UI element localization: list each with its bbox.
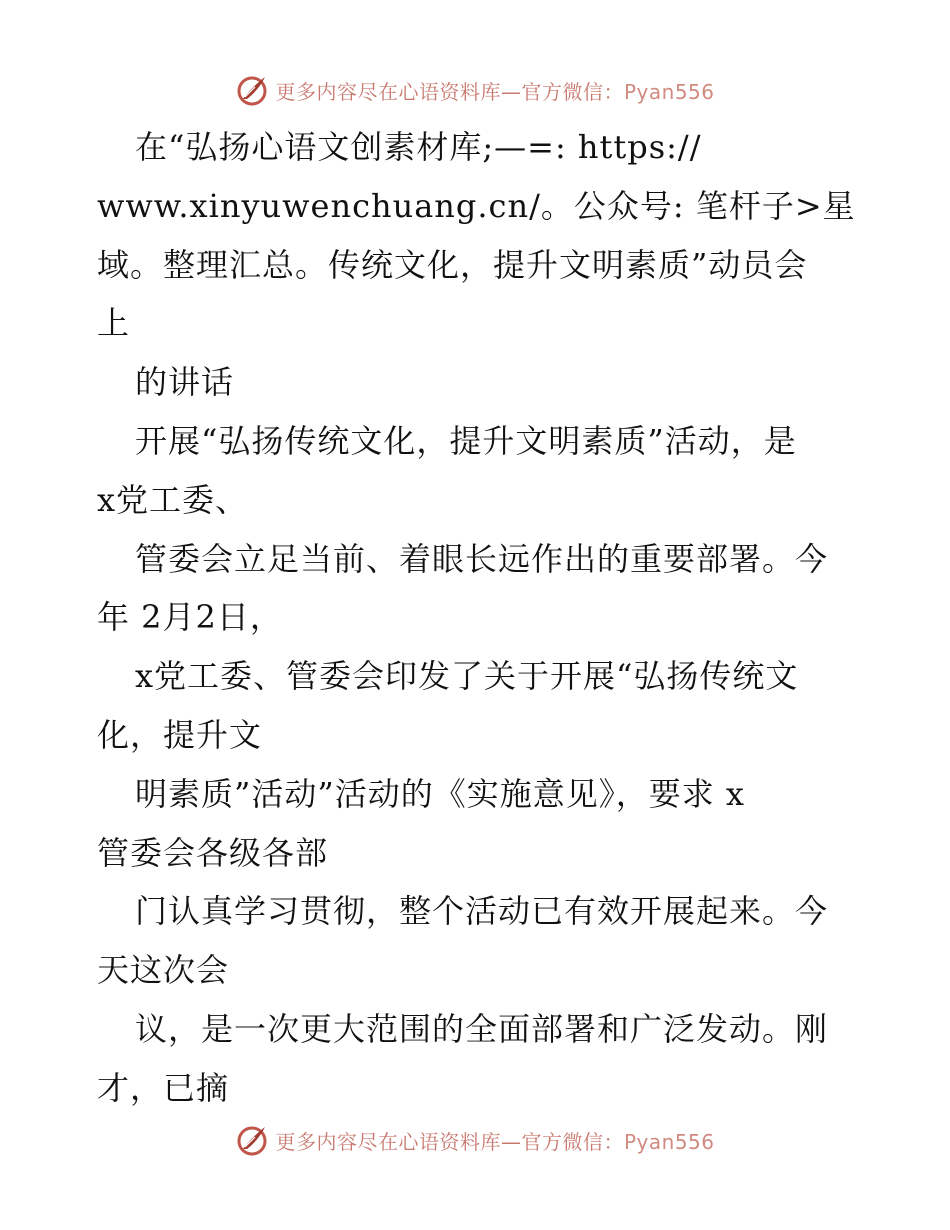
header-wechat-id: Pyan556 bbox=[623, 79, 715, 104]
quill-pen-logo-icon bbox=[235, 1123, 269, 1157]
quill-pen-logo-icon bbox=[235, 73, 269, 107]
body-line: 门认真学习贯彻，整个活动已有效开展起来。今 bbox=[135, 892, 829, 931]
body-line: 管委会立足当前、着眼长远作出的重要部署。今 bbox=[135, 539, 829, 578]
body-line: x党工委、管委会印发了关于开展“弘扬传统文 bbox=[135, 657, 799, 696]
body-line: 明素质”活动”活动的《实施意见》，要求 x bbox=[135, 774, 745, 813]
body-line: 在“弘扬心语文创素材库;—=: https:// bbox=[135, 128, 702, 166]
footer-banner bbox=[0, 1120, 950, 1160]
header-banner bbox=[0, 70, 950, 110]
document-body bbox=[97, 118, 867, 1118]
body-line: 上 bbox=[97, 304, 131, 343]
body-line: 的讲话 bbox=[135, 363, 235, 402]
body-line: 才，已摘 bbox=[97, 1068, 230, 1107]
header-banner-text: 更多内容尽在心语资料库—官方微信：Pyan556 bbox=[275, 79, 715, 104]
body-line: www.xinyuwenchuang.cn/。公众号: 笔杆子>星 bbox=[97, 186, 856, 225]
body-line: 开展“弘扬传统文化，提升文明素质”活动，是 bbox=[135, 421, 797, 460]
body-line: 管委会各级各部 bbox=[97, 833, 329, 872]
body-line: 年 2月2日， bbox=[97, 598, 283, 637]
body-line: 天这次会 bbox=[97, 951, 230, 990]
footer-wechat-id: Pyan556 bbox=[623, 1129, 715, 1154]
body-line: 域。整理汇总。传统文化，提升文明素质”动员会 bbox=[97, 245, 808, 284]
footer-banner-text: 更多内容尽在心语资料库—官方微信：Pyan556 bbox=[275, 1129, 715, 1154]
body-line: 议，是一次更大范围的全面部署和广泛发动。刚 bbox=[135, 1009, 829, 1048]
body-line: 化，提升文 bbox=[97, 715, 263, 754]
body-line: x党工委、 bbox=[97, 480, 249, 519]
